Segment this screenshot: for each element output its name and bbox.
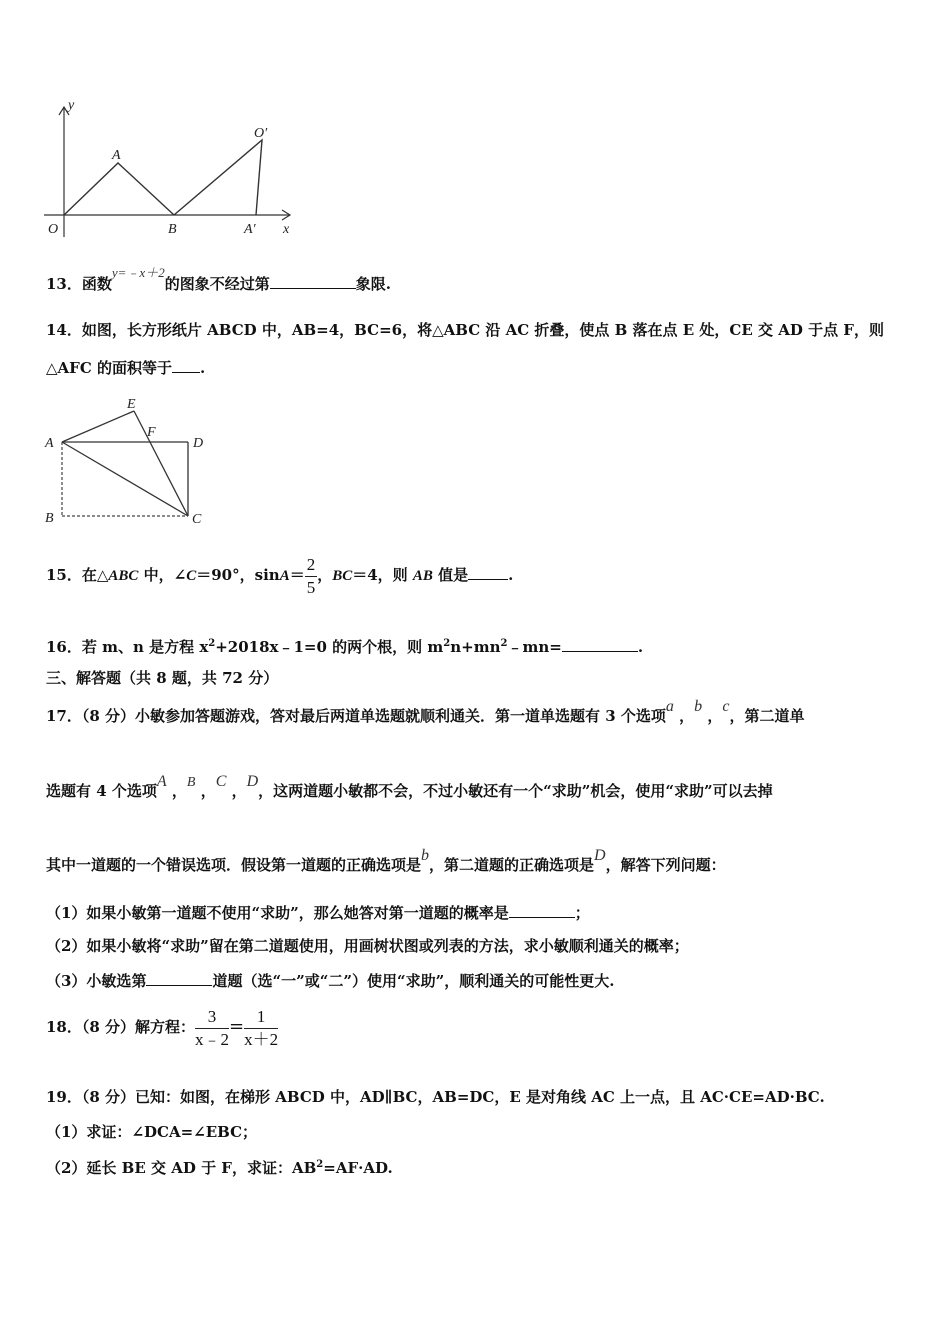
q17-sub1-blank[interactable]: [509, 902, 575, 918]
label-y: y: [68, 98, 75, 113]
path-BO'A': [174, 140, 262, 215]
question-19-sub2: （2）延长 BE 交 AD 于 F，求证：$AB^2=AF\cdot AD$.: [46, 1159, 393, 1177]
rectangle-fold-figure: [40, 395, 220, 530]
label-C: C: [192, 512, 202, 527]
q16-blank[interactable]: [562, 636, 638, 652]
label-O-prime: O′: [254, 126, 268, 141]
question-14-line1: 14．如图，长方形纸片 ABCD 中，AB=4，BC=6，将△ABC 沿 AC 折叠，使点 B 落在点 E 处，CE 交 AD 于点 F，则: [46, 321, 884, 339]
question-16: 16．若 m、n 是方程 $x^2+2018x﹣1=0$ 的两个根，则 $m^2n+mn^2﹣mn=$ .: [46, 638, 644, 656]
question-17-sub1: （1）如果小敏第一道题不使用“求助”，那么她答对第一道题的概率是 ；: [46, 904, 590, 922]
q15-fraction: $\frac{2}{5}$: [306, 554, 316, 597]
label-O: O: [48, 222, 59, 237]
question-17-sub3: （3）小敏选第 道题（选“一”或“二”）使用“求助”，顺利通关的可能性更大.: [46, 972, 615, 990]
label-E: E: [127, 397, 136, 412]
question-18: 18．（8 分）解方程： $\frac{3}{x﹣2}$ = $\frac{1}{x+2}$: [46, 1006, 279, 1049]
q14-blank[interactable]: [172, 357, 200, 373]
label-x: x: [283, 222, 290, 237]
q13-formula: y=﹣x＋2: [111, 265, 165, 280]
q15-blank[interactable]: [468, 564, 508, 580]
question-13: 13．函数y=﹣x＋2的图象不经过第 象限.: [46, 265, 391, 293]
label-F: F: [147, 425, 156, 440]
section-3-heading: 三、解答题（共 8 题，共 72 分）: [46, 669, 279, 687]
question-17-line1: 17．（8 分）小敏参加答题游戏，答对最后两道单选题就顺利通关．第一道单选题有 3 个选项a ，b ，c，第二道单: [46, 698, 805, 725]
q13-blank[interactable]: [270, 273, 356, 289]
label-D: D: [193, 436, 204, 451]
question-17-line2: 选题有 4 个选项A ，B ，C ，D，这两道题小敏都不会，不过小敏还有一个“求助”机会，使用“求助”可以去掉: [46, 773, 773, 800]
question-17-sub2: （2）如果小敏将“求助”留在第二道题使用，用画树状图或列表的方法，求小敏顺利通关的概率；: [46, 937, 689, 955]
question-19-sub1: （1）求证：∠DCA=∠EBC；: [46, 1123, 258, 1141]
label-B: B: [168, 222, 177, 237]
q18-fraction-left: $\frac{3}{x﹣2}$: [195, 1006, 230, 1049]
question-19-line1: 19．（8 分）已知：如图，在梯形 ABCD 中，AD∥BC，AB=DC，E 是对角线 AC 上一点，且 AC·CE=AD·BC.: [46, 1088, 825, 1106]
question-14-line2: △AFC 的面积等于 .: [46, 359, 206, 377]
label-A-prime: A′: [244, 222, 256, 237]
label-A: A: [112, 148, 121, 163]
coordinate-figure: [40, 95, 310, 245]
label-B: B: [45, 511, 54, 526]
q18-fraction-right: $\frac{1}{x+2}$: [244, 1006, 279, 1049]
segment-AE: [62, 411, 134, 442]
q17-sub3-blank[interactable]: [146, 970, 212, 986]
question-15: 15．在△ABC 中，∠C＝90°，sinA＝ $\frac{2}{5}$ ，BC＝4，则 AB 值是 .: [46, 554, 514, 597]
label-A: A: [45, 436, 54, 451]
path-OAB: [64, 163, 174, 215]
question-17-line3: 其中一道题的一个错误选项．假设第一道题的正确选项是b，第二道题的正确选项是D，解答下列问题：: [46, 847, 726, 874]
